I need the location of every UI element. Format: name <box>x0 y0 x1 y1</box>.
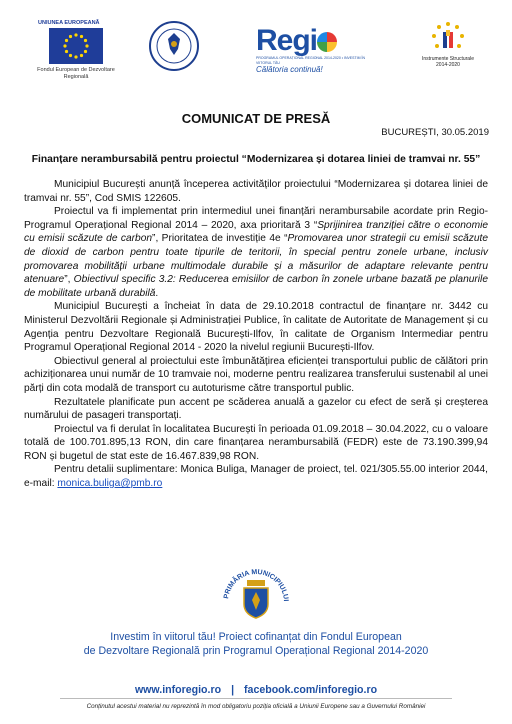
eu-fund-label: Fondul European de Dezvoltare Regională <box>37 67 115 80</box>
regio-program-label: PROGRAMUL OPERAȚIONAL REGIONAL 2014-2020 • INVESTIM ÎN VIITORUL TĂU <box>256 56 365 65</box>
crest-text: PRIMĂRIA MUNICIPIULUI <box>223 568 290 602</box>
logo-bar <box>0 20 512 92</box>
regio-o-icon <box>317 32 337 52</box>
page-title: COMUNICAT DE PRESĂ <box>181 111 331 126</box>
facebook-link[interactable]: facebook.com/inforegio.ro <box>244 684 378 696</box>
press-subtitle: Finanțare nerambursabilă pentru proiectul “Modernizarea și dotarea liniei de tramvai nr. 55” <box>31 154 481 165</box>
paragraph: Rezultatele planificate pun accent pe scăderea anuală a gazelor cu efect de seră și creșterea numărului de pasageri transportați. <box>24 396 488 422</box>
structural-instruments-logo <box>416 20 480 68</box>
city-hall-crest-icon <box>216 560 296 640</box>
paragraph: Pentru detalii suplimentare: Monica Buliga, Manager de proiect, tel. 021/305.55.00 interior 2044, e-mail: monica.buliga@pmb.ro <box>24 464 488 490</box>
place-date: BUCUREȘTI, 30.05.2019 <box>381 127 489 138</box>
structural-instruments-label: Instrumente Structurale 2014-2020 <box>422 56 474 68</box>
eu-title: UNIUNEA EUROPEANĂ <box>38 20 100 26</box>
structural-instruments-icon <box>430 20 466 56</box>
eu-flag-icon <box>49 28 103 64</box>
footer-slogan <box>0 630 512 658</box>
footer-slogan-line: Investim în viitorul tău! Proiect cofinanțat din Fondul European <box>110 631 402 643</box>
disclaimer: Conținutul acestui material nu reprezintă în mod obligatoriu poziția oficială a Uniunii Europene sau a Guvernului României <box>86 703 426 710</box>
site-link[interactable]: www.inforegio.ro <box>134 684 222 696</box>
divider <box>60 698 452 699</box>
email-link[interactable]: monica.buliga@pmb.ro <box>57 478 163 490</box>
paragraph: Proiectul va fi implementat prin intermediul unei finanțări nerambursabile acordate prin Regio-Programul Operațional Regional 2014 – 2020, axa prioritară 3 “Sprijinirea tranziției către o economie cu emisii scăzute de carbon”, Prioritatea de investiție 4e “Promovarea unor strategii cu emisii scăzute de dioxid de carbon pentru toate tipurile de teritorii, în special pentru zonele urbane, inclusiv promovarea mobilității urbane multimodale durabile și a măsurilor de adaptare relevante pentru atenuare”, Obiectivul specific 3.2: Reducerea emisiilor de carbon în zonele urbane bazată pe planurile de mobilitate urbană durabilă. <box>24 206 488 299</box>
paragraph: Municipiul București a încheiat în data de 29.10.2018 contractul de finanțare nr. 3442 cu Ministerul Dezvoltării Regionale și Administrației Publice, în calitate de Autoritate de Management și cu Agenția pentru Dezvoltare Regională București-Ilfov, în calitate de Organism Intermediar pentru Programul Operațional Regional 2014 - 2020 la nivelul regiunii București-Ilfov. <box>24 301 488 354</box>
regio-wordmark: Regi <box>256 26 366 56</box>
government-seal-icon <box>148 20 200 72</box>
link-separator: | <box>231 684 235 696</box>
eu-logo <box>34 20 118 80</box>
regio-logo <box>256 26 366 74</box>
footer-slogan-line: de Dezvoltare Regională prin Programul Operațional Regional 2014-2020 <box>83 645 429 657</box>
paragraph: Municipiul București anunță începerea activităților proiectului “Modernizarea și dotarea liniei de tramvai nr. 55”, Cod SMIS 122605. <box>24 179 488 204</box>
footer-links <box>0 684 512 696</box>
paragraph: Obiectivul general al proiectului este îmbunătățirea eficienței transportului public de călători prin achiziționarea unui număr de 10 tramvaie noi, moderne pentru realizarea transferului sustenabil al unei părți din cota modală de transport cu autoturisme către transportul public. <box>24 355 488 394</box>
press-body <box>24 178 488 491</box>
regio-tagline: Călătoria continuă! <box>256 65 323 74</box>
paragraph: Proiectul va fi derulat în localitatea București în perioada 01.09.2018 – 30.04.2022, cu o valoare totală de 100.701.895,13 RON, din care finanțarea nerambursabilă (FEDR) este de 73.190.399,94 RON și bugetul de stat este de 16.467.839,98 RON. <box>24 423 488 462</box>
